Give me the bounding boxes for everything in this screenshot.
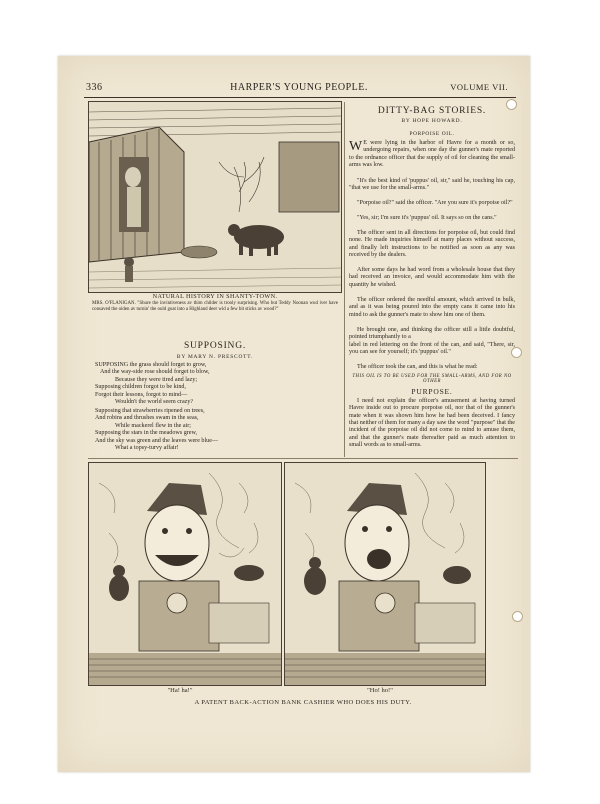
drop-cap: W xyxy=(349,139,363,154)
section-rule xyxy=(88,458,518,459)
page-number: 336 xyxy=(86,82,103,93)
binding-hole xyxy=(512,611,523,622)
poem-title: SUPPOSING. xyxy=(183,341,247,351)
clown-bank-right-illustration xyxy=(284,462,486,686)
top-illustration-dialogue: MRS. O'FLANIGAN. "Shure the invintiveness av thim childer is trooly surprising. Who but Teddy Noonan wud iver have consaved the oiden av turnin' the ould goat into a Highland deer wid a few bit sticks av wood?" xyxy=(92,301,338,312)
story-paragraph: He brought one, and thinking the officer still a little doubtful, pointed triumphantly to a xyxy=(349,327,515,341)
top-illustration-caption: NATURAL HISTORY IN SHANTY-TOWN. xyxy=(152,293,278,300)
story-paragraph: The officer sent in all directions for porpoise oil, but could find none. He made inquiries himself at many places without success, and finally left instructions to be notified as soon as any was received by the dealers. xyxy=(349,230,515,259)
poem-line: Wouldn't the world seem crazy? xyxy=(115,399,194,406)
poem-line: Supposing children forgot to be kind, xyxy=(95,384,186,391)
poem-byline: BY MARY N. PRESCOTT. xyxy=(176,354,254,360)
bottom-illustration-caption: A PATENT BACK-ACTION BANK CASHIER WHO DOES HIS DUTY. xyxy=(194,699,412,706)
story-paragraph: After some days he had word from a wholesale house that they had received an invoice, and would accommodate him with the quantity he wished. xyxy=(349,267,515,288)
story-subtitle: PORPOISE OIL. xyxy=(409,131,455,137)
story-paragraph: "Porpoise oil?" said the officer. "Are you sure it's porpoise oil?" xyxy=(357,200,513,206)
poem-line: Because they were tired and lazy; xyxy=(115,376,198,383)
poem-line: SUPPOSING the grass should forget to grow, xyxy=(95,362,207,368)
poem-line: Supposing that strawberries ripened on trees, xyxy=(95,408,205,414)
oil-can-label: THIS OIL IS TO BE USED FOR THE SMALL-ARMS, AND FOR NO OTHER xyxy=(352,374,512,384)
running-header xyxy=(84,82,514,96)
poem-line: And the way-side rose should forget to blow, xyxy=(100,369,210,376)
right-panel-caption: "Ho! ho!" xyxy=(367,687,393,694)
story-paragraph: label in red lettering on the front of the can, and said, "There, sir, you can see for yourself; it's 'puppus' oil." xyxy=(349,342,515,356)
volume-label: VOLUME VII. xyxy=(450,82,508,92)
poem-line: Supposing the stars in the meadows grew, xyxy=(95,430,197,437)
story-paragraph: The officer ordered the needful amount, which arrived in bulk, and as it was being poured into the empty cans it came into his mind to ask the gunner's mate to show him one of them. xyxy=(349,297,515,318)
poem-line: Forgot their lessons, forgot to mind— xyxy=(95,391,188,398)
clown-bank-left-illustration xyxy=(88,462,282,686)
story-paragraph: I need not explain the officer's amusement at having turned Havre inside out to procure porpoise oil, nor that of the gunner's mate when it was shown him how he had been deceived. I fancy that neither of them for many a day saw the word "purpose" that the incident of the porpoise oil did not come to mind to amuse them, and that the gunner's mate thereafter paid as much attention to small words as to small-arms. xyxy=(349,398,515,449)
left-panel-caption: "Ha! ha!" xyxy=(167,687,193,694)
shanty-town-illustration xyxy=(88,101,342,293)
poem-stanza-1 xyxy=(95,362,210,406)
story-byline: BY HOPE HOWARD. xyxy=(401,118,463,124)
poem-line: While mackerel flew in the air; xyxy=(115,422,191,429)
header-rule xyxy=(84,97,516,98)
story-paragraph: "Yes, sir; I'm sure it's 'puppus' oil. It says so on the cans." xyxy=(357,215,497,221)
oil-can-label-word: PURPOSE. xyxy=(411,387,453,396)
poem-line: And robins and thrushes swam in the seas, xyxy=(95,415,199,422)
story-paragraph: The officer took the can, and this is what he read: xyxy=(357,364,478,370)
poem-line: What a topsy-turvy affair! xyxy=(115,445,179,452)
column-divider xyxy=(344,102,345,457)
poem-stanza-2 xyxy=(95,408,218,452)
story-paragraph: "It's the best kind of 'puppus' oil, sir," said he, touching his cap, "that we use for the small-arms." xyxy=(349,178,515,192)
story-paragraph: W E were lying in the harbor of Havre for a month or so, undergoing repairs, when one day the gunner's mate reported to the ordnance officer that the supply of oil for cleaning the small-arms was low. xyxy=(349,139,515,169)
poem-line: And the sky was green and the leaves were blue— xyxy=(95,437,219,444)
story-title: DITTY-BAG STORIES. xyxy=(377,106,487,116)
magazine-title: HARPER'S YOUNG PEOPLE. xyxy=(230,82,368,93)
